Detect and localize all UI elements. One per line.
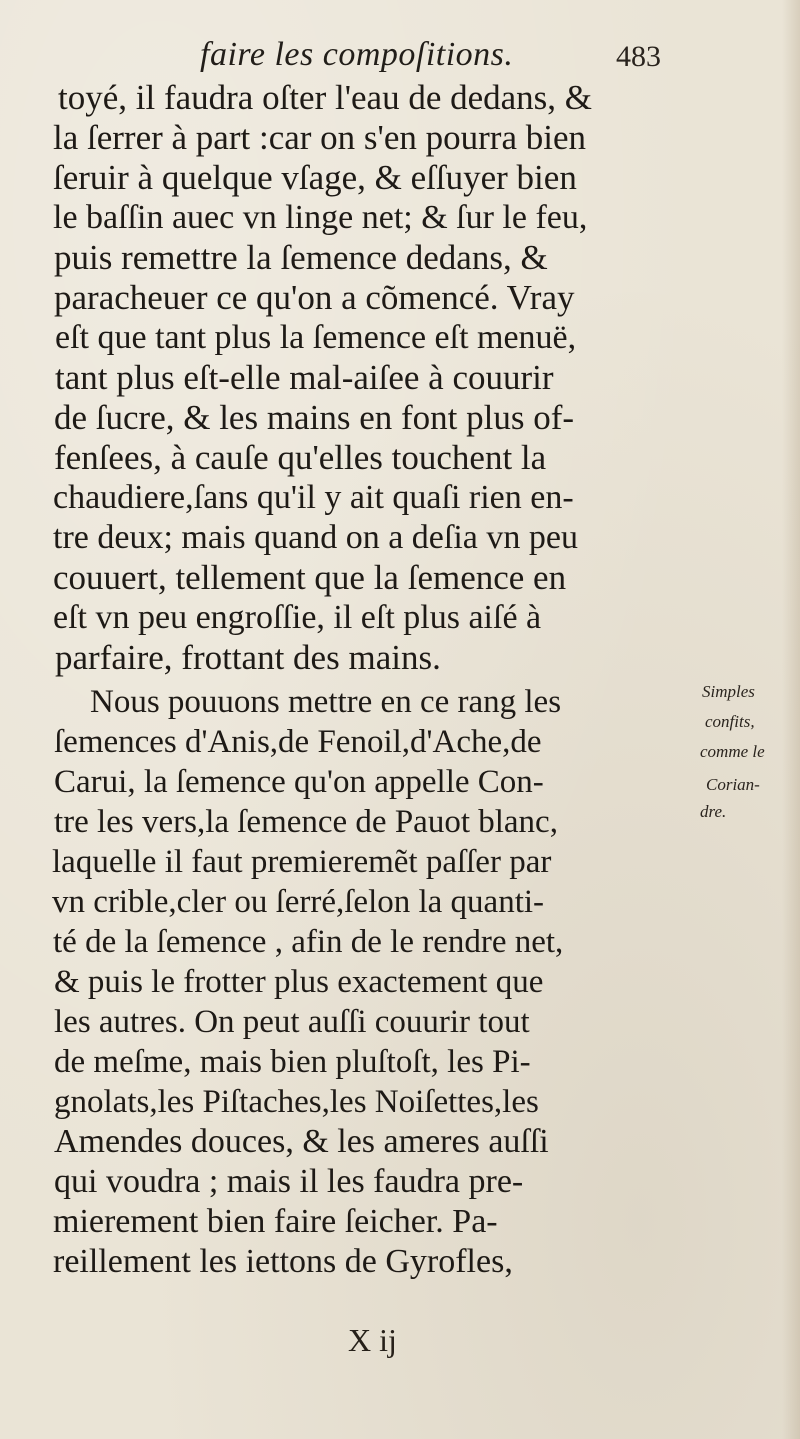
text-line: toyé, il faudra oſter l'eau de dedans, & [58, 78, 593, 117]
text-line: parfaire, frottant des mains. [55, 638, 441, 677]
text-line: & puis le frotter plus exactement que [54, 964, 544, 1000]
text-line: qui voudra ; mais il les faudra pre- [54, 1163, 524, 1200]
margin-note: comme le [700, 742, 765, 761]
text-line: ſeruir à quelque vſage, & eſſuyer bien [53, 158, 577, 197]
text-line: puis remettre la ſemence dedans, & [54, 238, 548, 277]
text-line: la ſerrer à part :car on s'en pourra bien [53, 118, 586, 157]
text-line: mierement bien faire ſeicher. Pa- [53, 1203, 498, 1240]
text-line: eſt vn peu engroſſie, il eſt plus aiſé à [53, 599, 542, 636]
page-number: 483 [616, 40, 661, 73]
text-line: chaudiere,ſans qu'il y ait quaſi rien en- [53, 479, 574, 516]
text-line: fenſees, à cauſe qu'elles touchent la [54, 438, 547, 477]
text-line: laquelle il faut premieremẽt paſſer par [52, 844, 552, 880]
text-line: tant plus eſt-elle mal-aiſee à couurir [55, 358, 554, 397]
text-line: de ſucre, & les mains en font plus of- [54, 398, 575, 437]
margin-note: dre. [700, 802, 727, 821]
margin-note: confits, [705, 712, 755, 731]
text-line: les autres. On peut auſſi couurir tout [54, 1004, 530, 1040]
text-line: couuert, tellement que la ſemence en [53, 558, 567, 597]
text-line: tre les vers,la ſemence de Pauot blanc, [54, 804, 558, 840]
signature-mark: X ij [348, 1322, 397, 1358]
text-line: eſt que tant plus la ſemence eſt menuë, [55, 319, 577, 356]
margin-note: Simples [702, 682, 755, 701]
margin-note: Corian- [706, 775, 760, 794]
text-line: gnolats,les Piſtaches,les Noiſettes,les [54, 1084, 539, 1120]
text-line: le baſſin auec vn linge net; & ſur le feu, [53, 199, 588, 236]
text-line: té de la ſemence , afin de le rendre net, [53, 924, 564, 960]
text-line: de meſme, mais bien pluſtoſt, les Pi- [54, 1044, 531, 1080]
text-line: vn crible,cler ou ſerré,ſelon la quanti- [52, 884, 545, 920]
text-line: reillement les iettons de Gyrofles, [53, 1243, 513, 1280]
text-line: Carui, la ſemence qu'on appelle Con- [54, 764, 544, 800]
text-line: tre deux; mais quand on a deſia vn peu [53, 519, 578, 556]
text-line: Nous pouuons mettre en ce rang les [90, 684, 562, 720]
text-line: ſemences d'Anis,de Fenoil,d'Ache,de [54, 724, 542, 760]
text-line: paracheuer ce qu'on a cõmencé. Vray [54, 278, 575, 317]
text-line: Amendes douces, & les ameres auſſi [54, 1123, 549, 1160]
running-head: faire les compoſitions. [200, 36, 514, 73]
paper-edge [782, 0, 800, 1439]
